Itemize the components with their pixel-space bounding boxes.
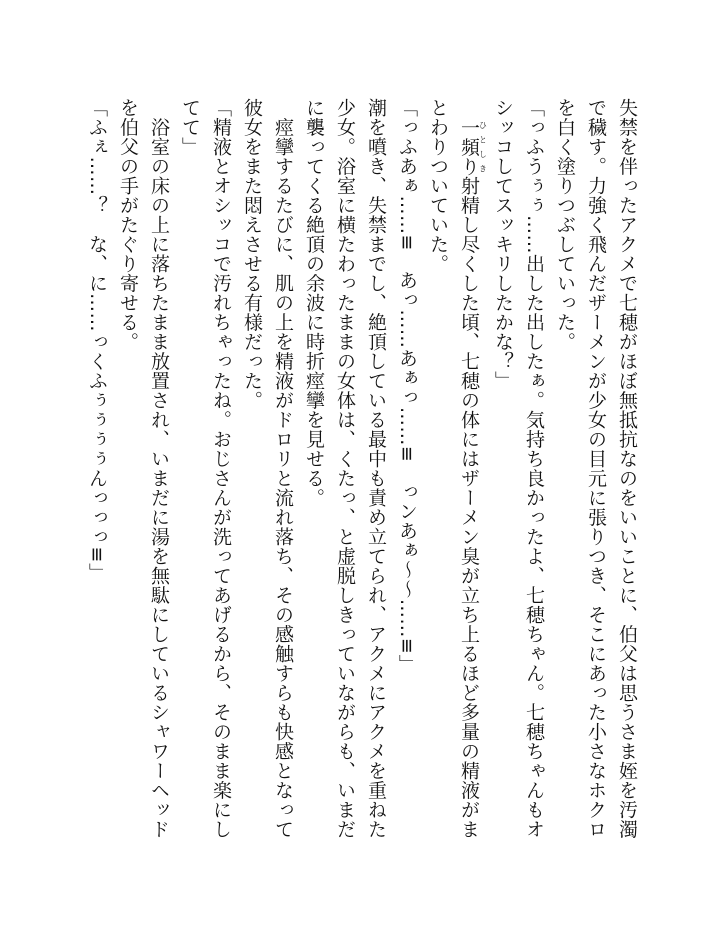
ruby-hitoshikiri xyxy=(458,117,488,177)
paragraph-4: 「っふあぁ……≡ あっ……あぁっ……≡ っンあぁ～～……≡」 xyxy=(396,98,418,674)
paragraph-5-end: を見せる。 xyxy=(303,410,325,508)
vertical-text-body xyxy=(81,98,642,858)
paragraph-8 xyxy=(112,98,174,858)
paragraph-2: 「っふうぅぅ……出した出したぁ。気持ち良かったよ、七穂ちゃん。七穂ちゃんもオシッコしてスッキリしたかな？」 xyxy=(492,98,545,839)
spasm-word-2: 痙攣 xyxy=(272,117,294,157)
paragraph-3 xyxy=(422,98,487,858)
paragraph-1: 失禁を伴ったアクメで七穂がほぼ無抵抗なのをいいことに、伯父は思うさま姪を汚濁で穢す。力強く飛んだザーメンが少女の目元に張りつき、そこにあった小さなホクロを白く塗りつぶしていった。 xyxy=(554,98,638,839)
paragraph-6 xyxy=(236,98,298,858)
paragraph-6-text: するたびに、肌の上を精液がドロリと流れ落ち、その感触すらも快感となって彼女をまた悶えさせる有様だった。 xyxy=(241,98,294,839)
paragraph-5-text: 潮を噴き、失禁までし、絶頂している最中も責め立てられ、アクメにアクメを重ねた少女。浴室に横たわったままの女体は、くたっ、と虚脱しきっていながらも、いまだに襲ってくる絶頂の余波に時折 xyxy=(303,98,387,839)
ruby-reading: ひとしき xyxy=(478,117,488,176)
ruby-base: 一頻り xyxy=(458,117,480,176)
paragraph-3-rest: 七穂の体にはザーメン臭が立ち上るほど多量の精液がまとわりついていた。 xyxy=(427,98,480,839)
paragraph-7: 「精液とオシッコで汚れちゃったね。おじさんが洗ってあげるから、そのまま楽にしてて」 xyxy=(179,98,232,839)
paragraph-9: 「ふぇ……？ な、に……っくふぅぅぅぅんっっっ≡」 xyxy=(86,98,108,583)
spasm-word: 痙攣 xyxy=(303,371,325,410)
paragraph-8-text: 浴室の床の上に落ちたまま放置され、いまだに湯を無駄にしているシャワーヘッドを伯父の手がたぐり寄せる。 xyxy=(117,98,170,839)
paragraph-5 xyxy=(298,98,391,858)
paragraph-3-cont: 射精し尽くした頃、 xyxy=(458,176,480,352)
